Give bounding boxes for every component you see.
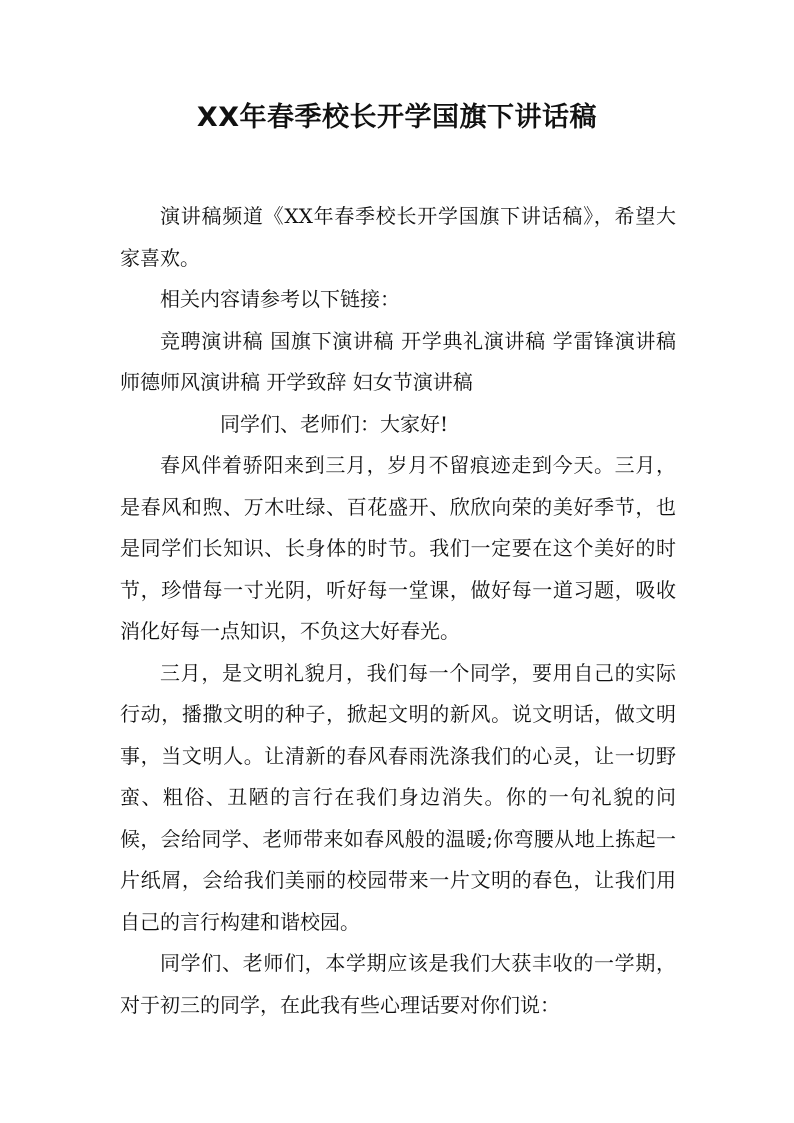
- semester-paragraph: 同学们、老师们，本学期应该是我们大获丰收的一学期，对于初三的同学，在此我有些心理话要对你们说：: [120, 951, 676, 1017]
- related-links-heading: 相关内容请参考以下链接：: [160, 287, 400, 311]
- civility-paragraph: 三月，是文明礼貌月，我们每一个同学，要用自己的实际行动，播撒文明的种子，掀起文明的新风。说文明话，做文明事，当文明人。让清新的春风春雨洗涤我们的心灵，让一切野蛮、粗俗、丑陋的言行在我们身边消失。你的一句礼貌的问候，会给同学、老师带来如春风般的温暖;你弯腰从地上拣起一片纸屑，会给我们美丽的校园带来一片文明的春色，让我们用自己的言行构建和谐校园。: [120, 660, 676, 934]
- greeting-paragraph: 同学们、老师们：大家好!: [220, 411, 449, 436]
- document-title: XX年春季校长开学国旗下讲话稿: [196, 102, 598, 133]
- spring-paragraph: 春风伴着骄阳来到三月，岁月不留痕迹走到今天。三月，是春风和煦、万木吐绿、百花盛开、欣欣向荣的美好季节，也是同学们长知识、长身体的时节。我们一定要在这个美好的时节，珍惜每一寸光阴，听好每一堂课，做好每一道习题，吸收消化好每一点知识，不负这大好春光。: [120, 453, 676, 643]
- related-links-list: 竞聘演讲稿 国旗下演讲稿 开学典礼演讲稿 学雷锋演讲稿 师德师风演讲稿 开学致辞 妇女节演讲稿: [120, 328, 676, 394]
- intro-paragraph: 演讲稿频道《XX年春季校长开学国旗下讲话稿》，希望大家喜欢。: [120, 204, 676, 270]
- document-body: [120, 196, 676, 1026]
